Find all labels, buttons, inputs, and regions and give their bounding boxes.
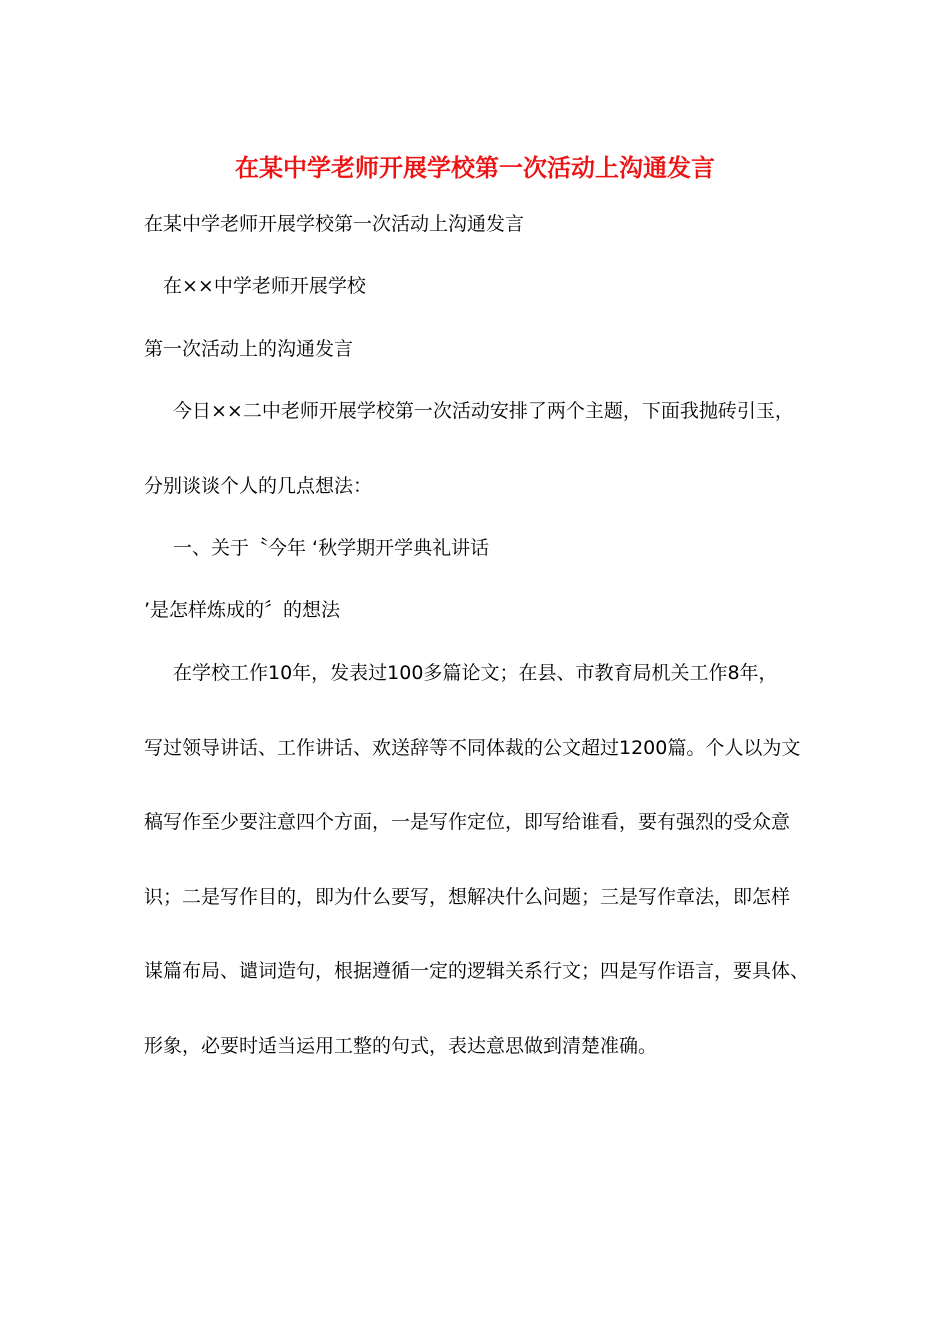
paragraph-line-11: 识；二是写作目的，即为什么要写，想解决什么问题；三是写作章法，即怎样 [144, 886, 791, 908]
paragraph-line-9: 写过领导讲话、工作讲话、欢送辞等不同体裁的公文超过1200篇。个人以为文 [144, 737, 801, 759]
paragraph-line-1: 在某中学老师开展学校第一次活动上沟通发言 [144, 213, 525, 235]
paragraph-line-4: 今日××二中老师开展学校第一次活动安排了两个主题，下面我抛砖引玉， [173, 400, 794, 422]
paragraph-line-6: 一、关于〝今年 ‘秋学期开学典礼讲话 [173, 537, 490, 559]
paragraph-line-5: 分别谈谈个人的几点想法： [144, 475, 373, 497]
document-title: 在某中学老师开展学校第一次活动上沟通发言 [235, 153, 715, 182]
paragraph-line-12: 谋篇布局、谴词造句，根据遵循一定的逻辑关系行文；四是写作语言，要具体、 [144, 960, 810, 982]
paragraph-line-10: 稿写作至少要注意四个方面，一是写作定位，即写给谁看，要有强烈的受众意 [144, 811, 791, 833]
paragraph-line-2: 在××中学老师开展学校 [163, 275, 366, 297]
paragraph-line-8: 在学校工作10年，发表过100多篇论文；在县、市教育局机关工作8年， [173, 662, 778, 684]
paragraph-line-3: 第一次活动上的沟通发言 [144, 338, 354, 360]
paragraph-line-13: 形象，必要时适当运用工整的句式，表达意思做到清楚准确。 [144, 1035, 658, 1057]
paragraph-line-7: ’是怎样炼成的〞的想法 [144, 599, 341, 621]
